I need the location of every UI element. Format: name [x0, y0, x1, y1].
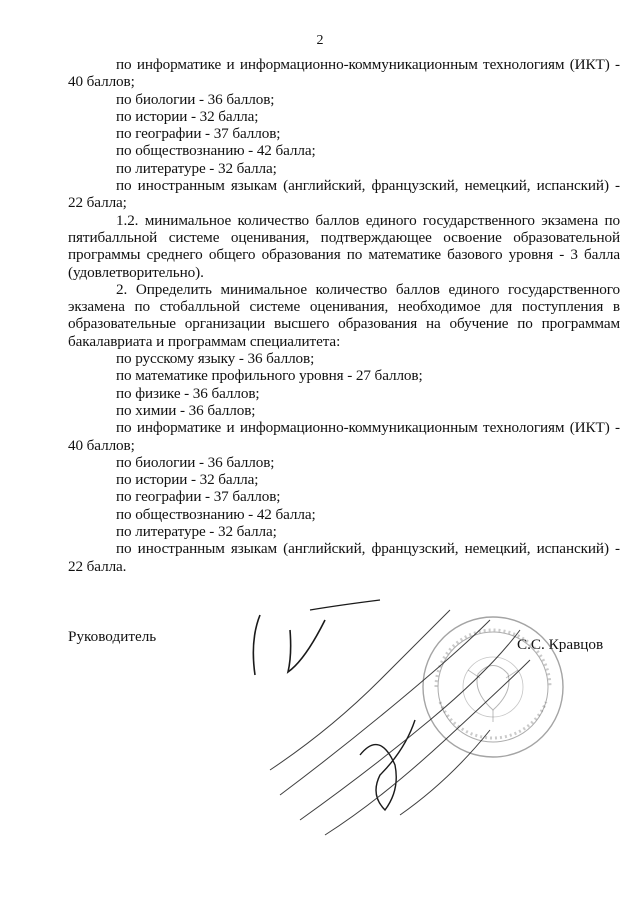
- signatory-name: С.С. Кравцов: [517, 636, 604, 653]
- list-item: по биологии - 36 баллов;: [116, 90, 275, 108]
- document-body: [68, 56, 620, 575]
- list-item: по истории - 32 балла;: [116, 471, 259, 489]
- list-item: по литературе - 32 балла;: [116, 523, 277, 541]
- list-item: по иностранным языкам (английский, французский, немецкий, испанский) - 22 балла;: [68, 177, 620, 212]
- list-item: по иностранным языкам (английский, французский, немецкий, испанский) - 22 балла.: [68, 540, 620, 575]
- list-item: по химии - 36 баллов;: [116, 401, 256, 419]
- signatory-position: Руководитель: [68, 628, 157, 645]
- paragraph: 2. Определить минимальное количество баллов единого государственного экзамена по стобалльной системе оценивания, необходимое для поступления в образовательные организации высшего образования на обучение по программам бакалавриата и программам специалитета:: [68, 280, 620, 350]
- list-item: по биологии - 36 баллов;: [116, 453, 275, 471]
- list-item: по обществознанию - 42 балла;: [116, 505, 316, 523]
- page-number: 2: [316, 33, 324, 48]
- list-item: по информатике и информационно-коммуникационным технологиям (ИКТ) - 40 баллов;: [68, 56, 620, 91]
- list-item: по физике - 36 баллов;: [116, 384, 260, 402]
- list-item: по обществознанию - 42 балла;: [116, 142, 316, 160]
- handwritten-signature: [230, 580, 560, 860]
- list-item: по литературе - 32 балла;: [116, 159, 277, 177]
- list-item: по географии - 37 баллов;: [116, 488, 281, 506]
- list-item: по русскому языку - 36 баллов;: [116, 350, 315, 368]
- list-item: по математике профильного уровня - 27 баллов;: [116, 367, 423, 385]
- list-item: по географии - 37 баллов;: [116, 125, 281, 143]
- list-item: по истории - 32 балла;: [116, 107, 259, 125]
- paragraph: 1.2. минимальное количество баллов единого государственного экзамена по пятибалльной системе оценивания, подтверждающее освоение образовательной программы среднего общего образования по математике базового уровня - 3 балла (удовлетворительно).: [68, 211, 620, 281]
- list-item: по информатике и информационно-коммуникационным технологиям (ИКТ) - 40 баллов;: [68, 419, 620, 454]
